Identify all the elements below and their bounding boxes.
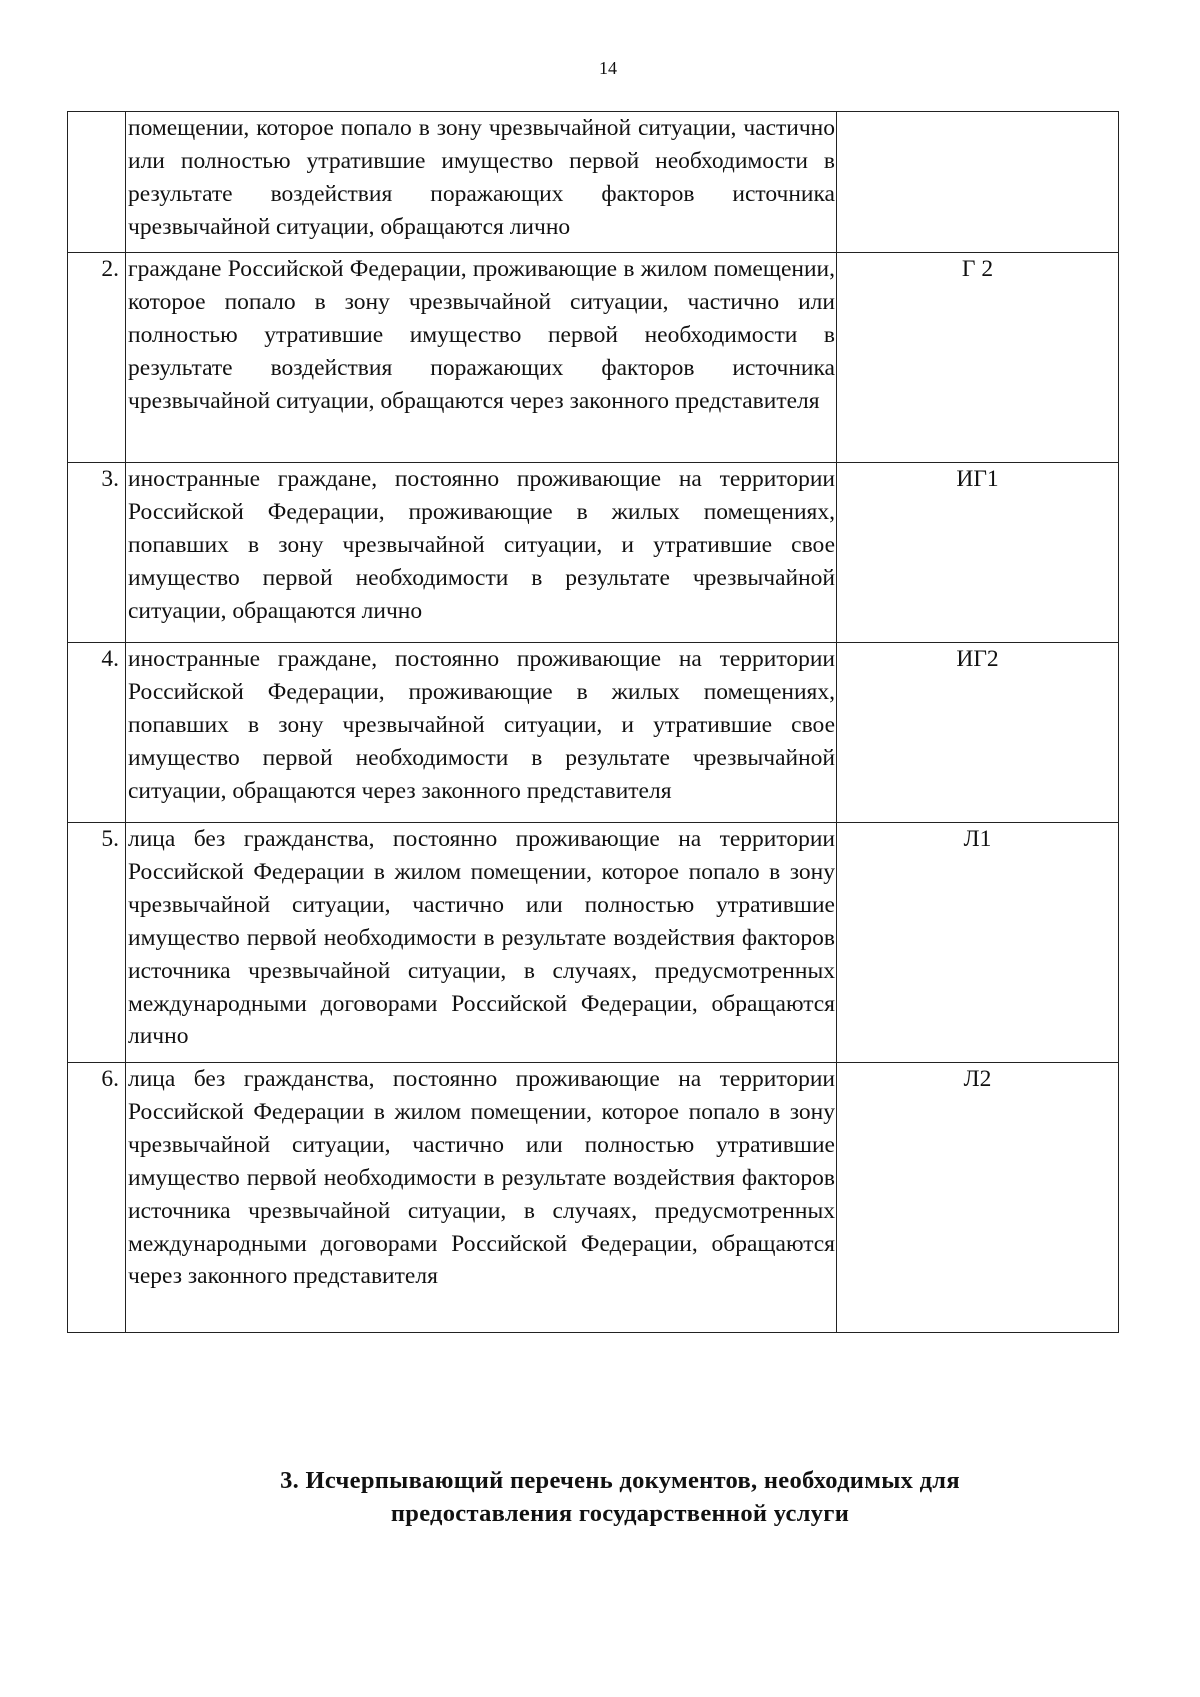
page-number: 14 [599, 58, 617, 78]
section-heading-line-2: предоставления государственной услуги [390, 1500, 850, 1527]
table-row [68, 823, 1119, 1063]
row-number: 6. [68, 1063, 126, 1333]
row-code: ИГ2 [837, 643, 1119, 823]
table-row [68, 643, 1119, 823]
section-heading [180, 1464, 1060, 1530]
row-number: 5. [68, 823, 126, 1063]
row-description: граждане Российской Федерации, проживающие в жилом помещении, которое попало в зону чрезвычайной ситуации, частично или полностью утратившие имущество первой необходимости в результате воздействия поражающих факторов источника чрезвычайной ситуации, обращаются через законного представителя [126, 253, 837, 463]
row-code: Л2 [837, 1063, 1119, 1333]
row-description: иностранные граждане, постоянно проживающие на территории Российской Федерации, проживающие в жилых помещениях, попавших в зону чрезвычайной ситуации, и утратившие свое имущество первой необходимости в результате чрезвычайной ситуации, обращаются через законного представителя [126, 643, 837, 823]
row-code [837, 112, 1119, 253]
row-description: лица без гражданства, постоянно проживающие на территории Российской Федерации в жилом помещении, которое попало в зону чрезвычайной ситуации, частично или полностью утратившие имущество первой необходимости в результате воздействия факторов источника чрезвычайной ситуации, в случаях, предусмотренных международными договорами Российской Федерации, обращаются лично [126, 823, 837, 1063]
row-number: 3. [68, 463, 126, 643]
table-row [68, 1063, 1119, 1333]
table-row [68, 463, 1119, 643]
table-row [68, 112, 1119, 253]
row-code: ИГ1 [837, 463, 1119, 643]
row-description: иностранные граждане, постоянно проживающие на территории Российской Федерации, проживающие в жилых помещениях, попавших в зону чрезвычайной ситуации, и утратившие свое имущество первой необходимости в результате чрезвычайной ситуации, обращаются лично [126, 463, 837, 643]
row-description: помещении, которое попало в зону чрезвычайной ситуации, частично или полностью утратившие имущество первой необходимости в результате воздействия поражающих факторов источника чрезвычайной ситуации, обращаются лично [126, 112, 837, 253]
row-number: 2. [68, 253, 126, 463]
row-number [68, 112, 126, 253]
applicant-categories-table [67, 111, 1119, 1333]
row-number: 4. [68, 643, 126, 823]
table-row [68, 253, 1119, 463]
row-description: лица без гражданства, постоянно проживающие на территории Российской Федерации в жилом помещении, которое попало в зону чрезвычайной ситуации, частично или полностью утратившие имущество первой необходимости в результате воздействия факторов источника чрезвычайной ситуации, в случаях, предусмотренных международными договорами Российской Федерации, обращаются через законного представителя [126, 1063, 837, 1333]
section-heading-line-1: 3. Исчерпывающий перечень документов, необходимых для [280, 1467, 960, 1494]
row-code: Л1 [837, 823, 1119, 1063]
row-code: Г 2 [837, 253, 1119, 463]
